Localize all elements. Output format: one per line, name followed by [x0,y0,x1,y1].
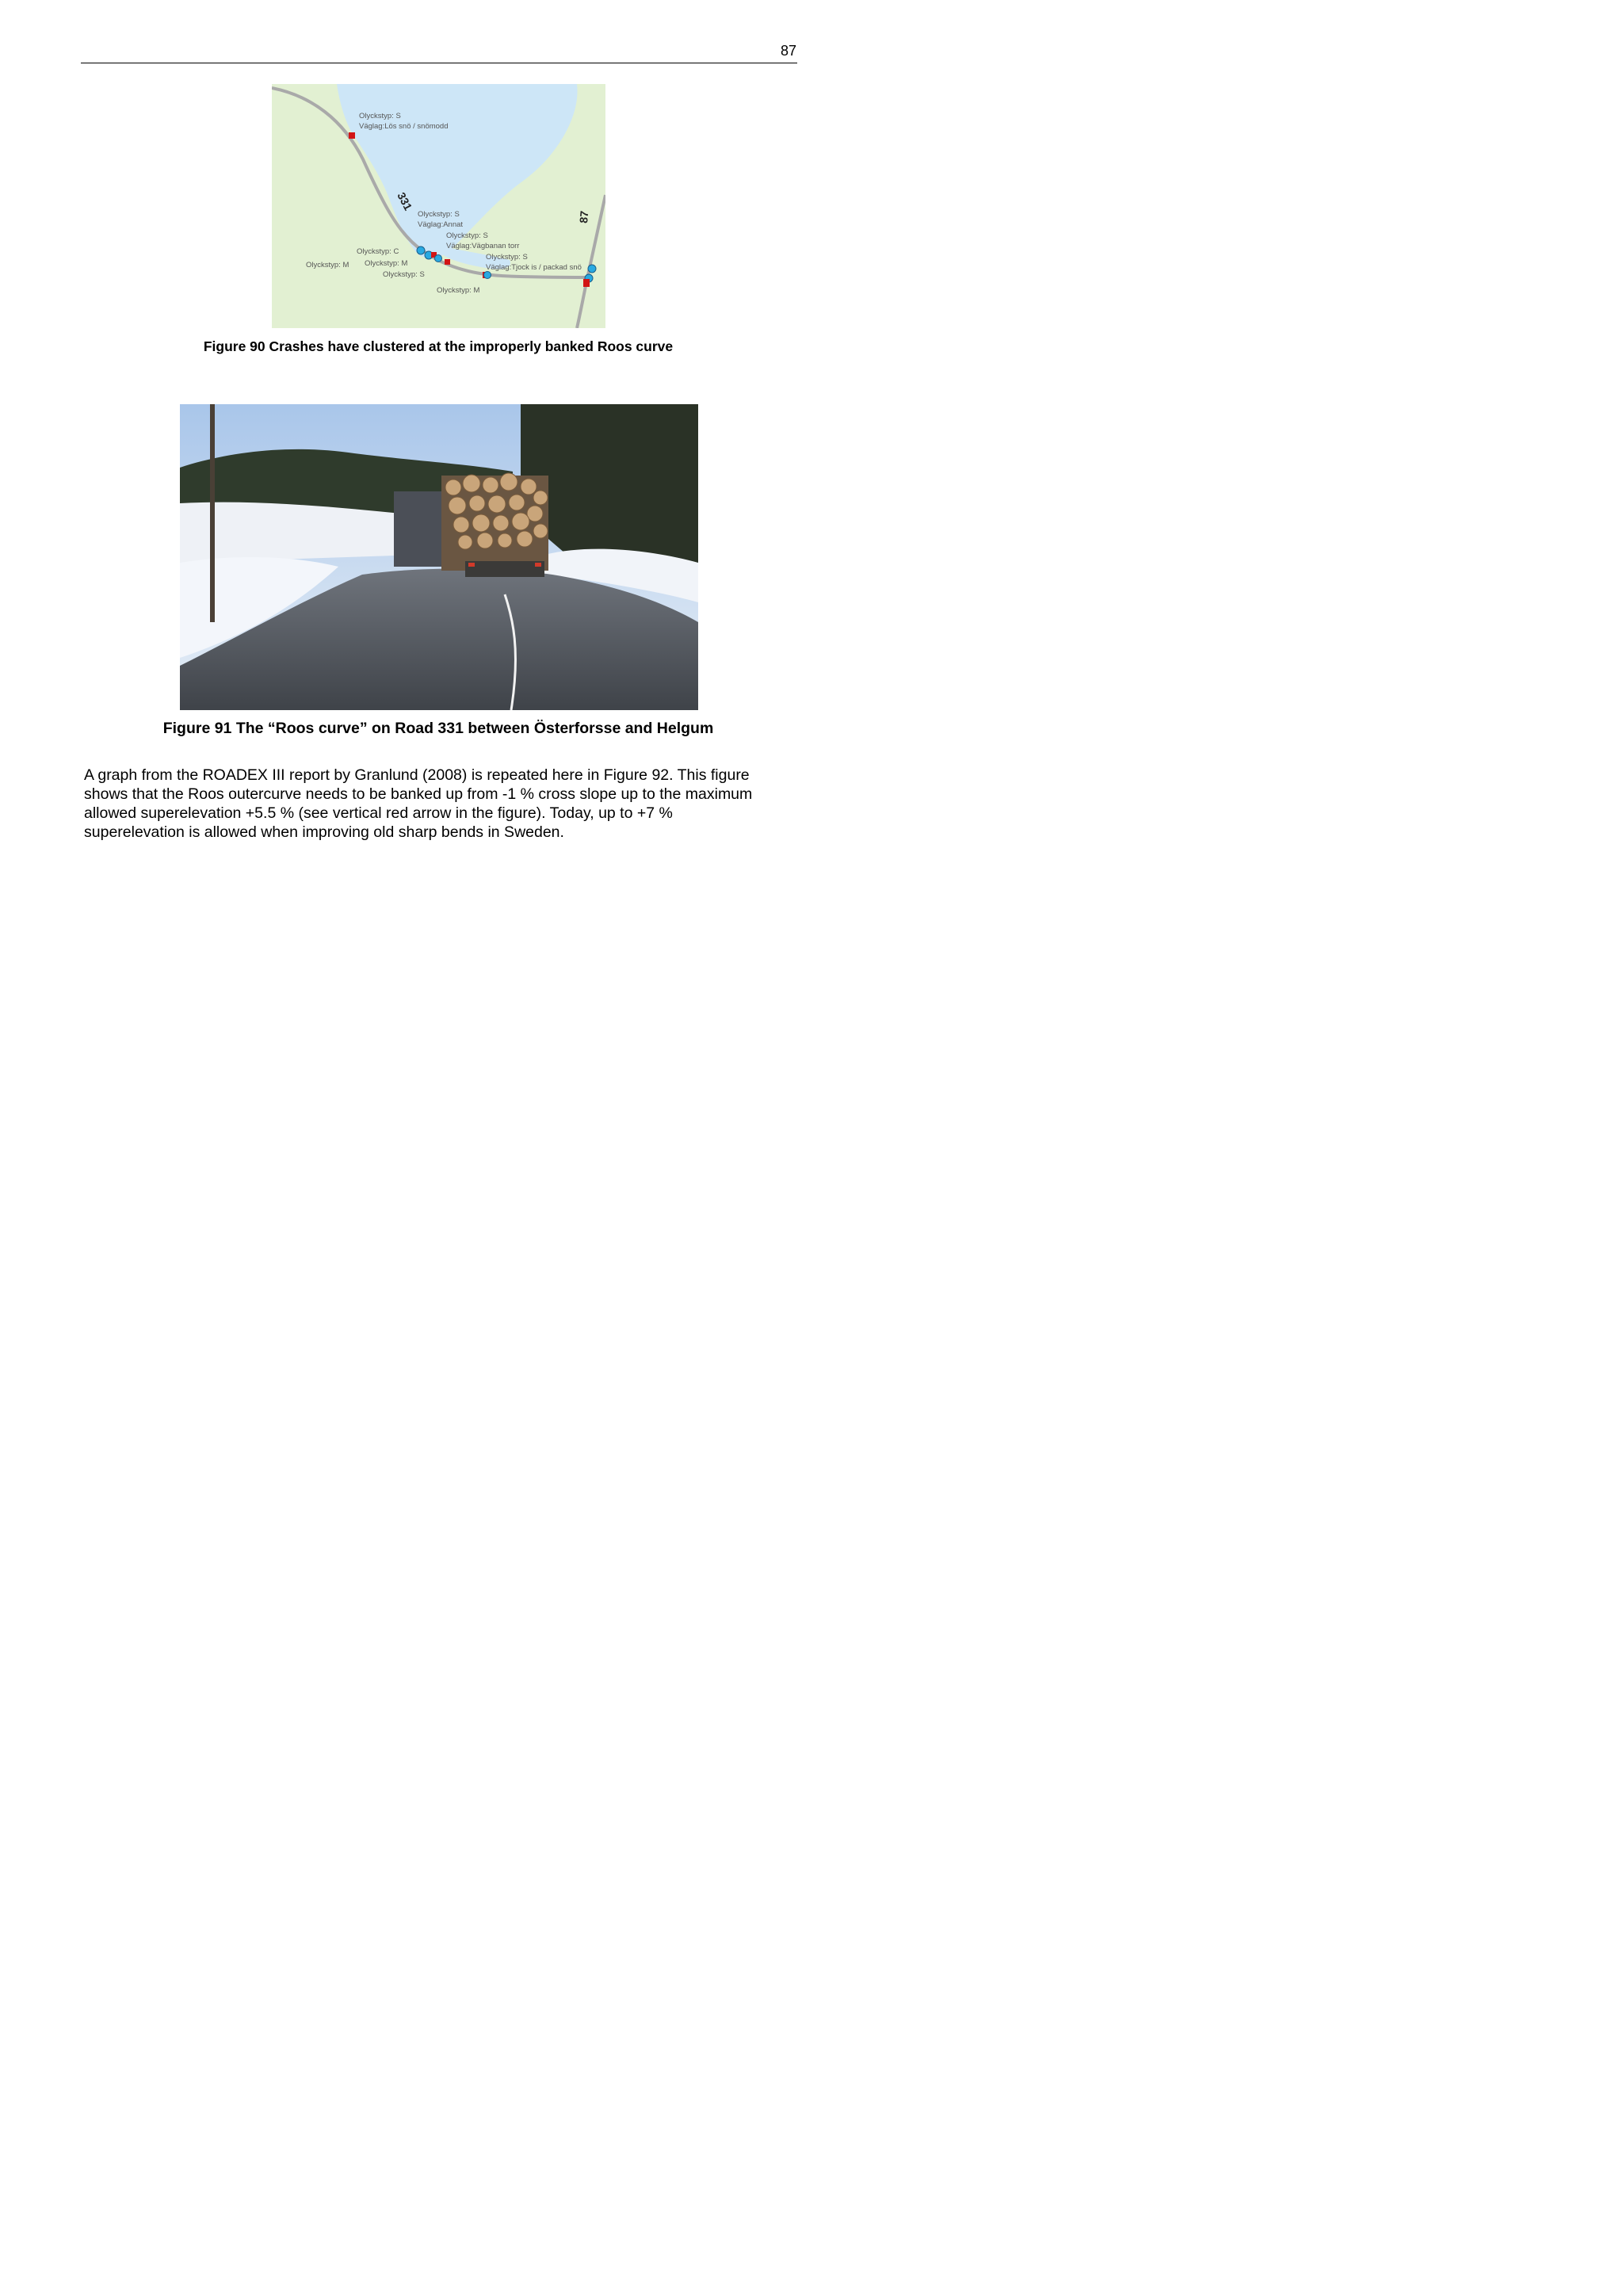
figure-90-caption: Figure 90 Crashes have clustered at the improperly banked Roos curve [203,338,674,354]
crash-map [272,84,605,328]
map-label: Väglag:Vägbanan torr [446,242,520,250]
body-line: superelevation is allowed when improving old sharp bends in Sweden. [84,823,564,841]
crash-marker-circle [417,246,425,254]
body-paragraph [84,766,797,842]
map-label: Väglag:Tjock is / packad snö [486,263,582,272]
page-number: 87 [780,43,796,59]
crash-marker-square [583,279,590,287]
figure-91-caption: Figure 91 The “Roos curve” on Road 331 between Österforsse and Helgum [162,720,714,737]
crash-marker-circle [484,272,491,279]
body-line: shows that the Roos outercurve needs to be banked up from -1 % cross slope up to the maximum [84,785,753,803]
map-label: Olyckstyp: S [486,253,528,262]
map-label: Väglag:Annat [418,220,464,229]
map-label: Olyckstyp: S [383,270,425,279]
crash-marker-square [445,259,450,265]
body-line: A graph from the ROADEX III report by Granlund (2008) is repeated here in Figure 92. This figure [84,766,750,784]
utility-pole [210,404,215,622]
crash-marker-circle [588,265,596,273]
map-label: Olyckstyp: S [359,112,401,120]
road-label-331: 331 [395,189,415,213]
map-label: Olyckstyp: S [418,210,460,219]
map-label: Olyckstyp: S [446,231,488,240]
crash-marker-circle [435,255,442,262]
map-label: Väglag:Lös snö / snömodd [359,122,449,131]
truck-bumper [465,561,544,577]
truck-cab [394,491,441,567]
crash-marker-square [349,132,355,139]
tail-light [535,563,541,567]
road-label-87: 87 [577,210,591,224]
map-label: Olyckstyp: M [437,286,480,295]
tail-light [468,563,475,567]
map-label: Olyckstyp: M [306,261,349,269]
map-label: Olyckstyp: M [365,259,408,268]
road-photo [180,404,698,710]
map-label: Olyckstyp: C [357,247,399,256]
body-line: allowed superelevation +5.5 % (see vertical red arrow in the figure). Today, up to +7 % [84,804,673,822]
